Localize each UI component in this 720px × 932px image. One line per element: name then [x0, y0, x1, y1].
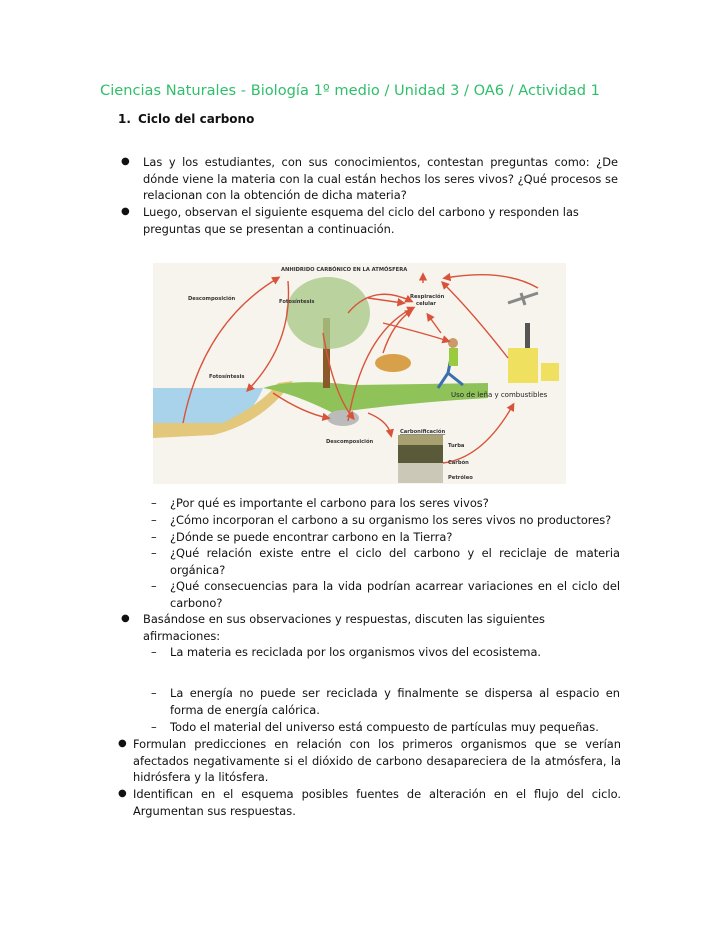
- statement-1: La materia es reciclada por los organismos vivos del ecosistema.: [170, 645, 542, 659]
- question-4: ¿Qué relación existe entre el ciclo del carbono y el reciclaje de materia orgánica?: [170, 546, 620, 577]
- factory: [508, 348, 538, 383]
- question-5: ¿Qué consecuencias para la vida podrían acarrear variaciones en el ciclo del carbono?: [170, 579, 620, 610]
- deer: [375, 354, 411, 372]
- label-decomposition-top: Descomposición: [188, 296, 236, 302]
- intro-bullet-2: Luego, observan el siguiente esquema del ciclo del carbono y responden las preguntas que se presentan a continuación.: [143, 205, 579, 236]
- statement-3: Todo el material del universo está compuesto de partículas muy pequeñas.: [170, 720, 599, 734]
- label-atmosphere: ANHIDRIDO CARBÓNICO EN LA ATMÓSFERA: [281, 267, 408, 273]
- bullet-icon: ●: [121, 613, 130, 624]
- page-title: Ciencias Naturales - Biología 1º medio / Unidad 3 / OA6 / Actividad 1: [100, 82, 600, 99]
- question-3: ¿Dónde se puede encontrar carbono en la Tierra?: [170, 530, 453, 544]
- discussion-intro: Basándose en sus observaciones y respuestas, discuten las siguientes afirmaciones:: [143, 612, 545, 643]
- dash-icon: –: [151, 720, 157, 734]
- label-respiration-1: Respiración: [410, 294, 445, 300]
- bullet-icon: ●: [118, 788, 127, 799]
- question-1: ¿Por qué es importante el carbono para los seres vivos?: [170, 496, 489, 510]
- section-heading: [118, 112, 254, 126]
- label-carbonization: Carbonificación: [400, 429, 446, 435]
- bullet-icon: ●: [118, 738, 127, 749]
- dash-icon: –: [151, 496, 157, 510]
- tree-canopy: [286, 277, 370, 349]
- dash-icon: –: [151, 513, 157, 527]
- bullet-icon: ●: [121, 156, 130, 167]
- section-number: 1.: [118, 112, 131, 126]
- final-bullet-1: Formulan predicciones en relación con los primeros organismos que se verían afectados negativamente si el dióxido de carbono desapareciera de la atmósfera, la hidrósfera y la litósfera.: [133, 737, 621, 785]
- carbon-cycle-diagram: [153, 263, 566, 484]
- label-photosynthesis-tree: Fotosíntesis: [279, 299, 315, 305]
- dash-icon: –: [151, 530, 157, 544]
- dash-icon: –: [151, 546, 157, 560]
- label-respiration-2: celular: [416, 301, 436, 307]
- label-coal: Carbón: [448, 460, 469, 466]
- intro-bullet-1: Las y los estudiantes, con sus conocimientos, contestan preguntas como: ¿De dónde viene la materia con la cual están hechos los seres vivos? ¿Qué procesos se relacionan con la obtención de dicha materia?: [143, 155, 618, 203]
- label-photosynthesis-water: Fotosíntesis: [209, 374, 245, 380]
- label-decomposition-bottom: Descomposición: [326, 439, 374, 445]
- dash-icon: –: [151, 686, 157, 700]
- label-fuel-use: Uso de leña y combustibles: [451, 391, 548, 399]
- bullet-icon: ●: [121, 206, 130, 217]
- airplane: [508, 293, 538, 305]
- final-bullet-2: Identifican en el esquema posibles fuentes de alteración en el flujo del ciclo. Argumentan sus respuestas.: [133, 787, 621, 818]
- section-heading-text: Ciclo del carbono: [138, 112, 255, 126]
- person: [448, 338, 458, 348]
- question-2: ¿Cómo incorporan el carbono a su organismo los seres vivos no productores?: [170, 513, 612, 527]
- statement-2: La energía no puede ser reciclada y finalmente se dispersa al espacio en forma de energía calórica.: [170, 686, 620, 717]
- label-peat: Turba: [448, 443, 465, 449]
- dash-icon: –: [151, 579, 157, 593]
- decomposing-matter: [327, 410, 359, 426]
- label-oil: Petróleo: [448, 475, 473, 481]
- dash-icon: –: [151, 645, 157, 659]
